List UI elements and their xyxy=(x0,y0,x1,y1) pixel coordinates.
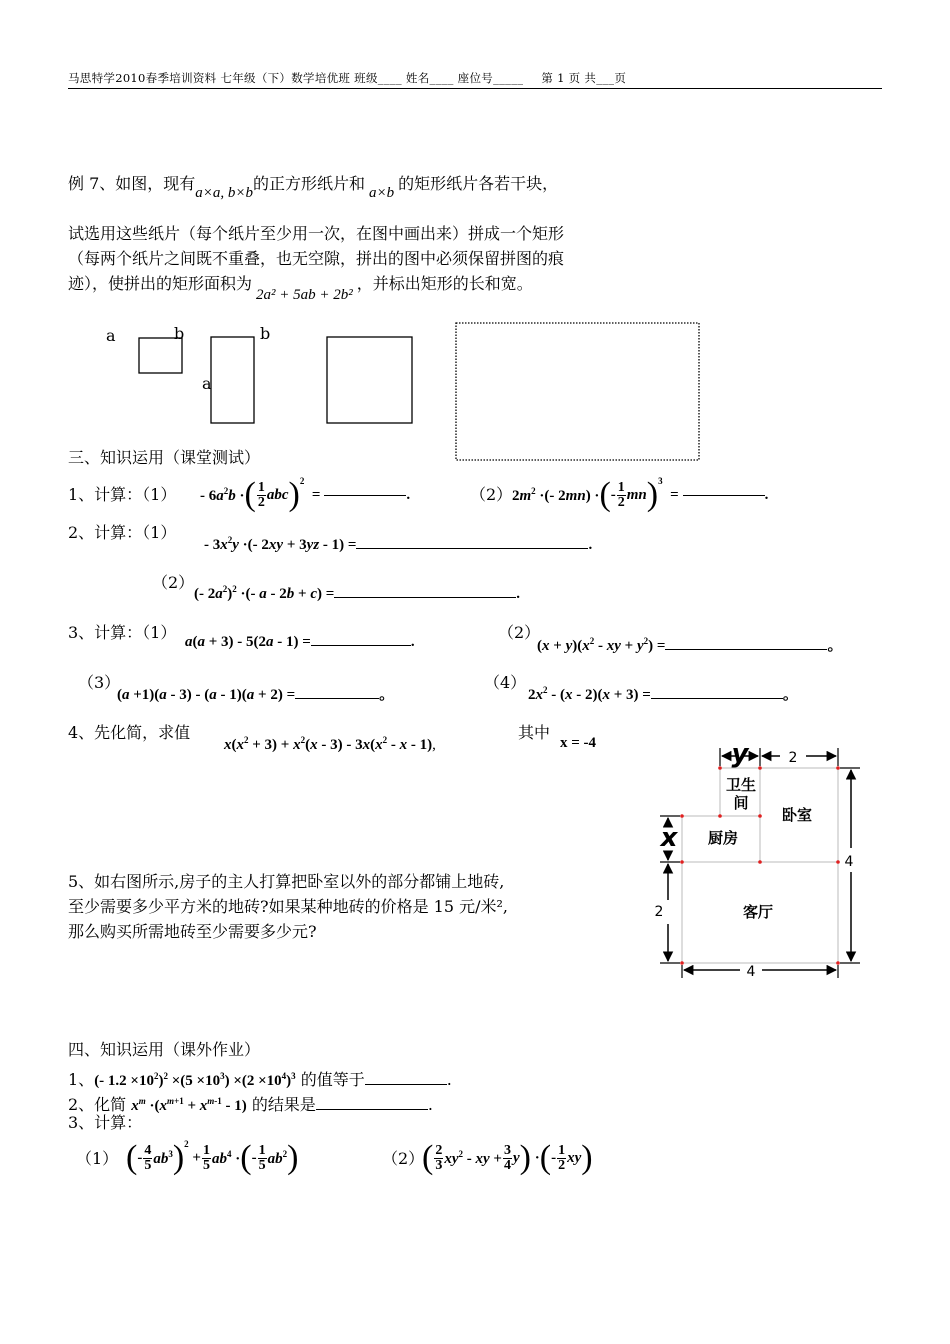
label-b-large-square: b xyxy=(260,324,271,343)
s3-q3-expr4: $2x^2 - (x - 2)(x + 3)$ = 。 xyxy=(528,685,798,703)
s3-q2-expr1: - $3x^2y$ ·(- 2xy + 3yz - 1) = . xyxy=(204,535,593,553)
ex7-math-2: a×b xyxy=(369,185,395,201)
s3-q3-expr3: (a +1)(a - 3) - (a - 1)(a + 2) = 。 xyxy=(117,687,395,703)
room-kitchen: 厨房 xyxy=(707,829,739,847)
s4-q3-part1-label: （1） xyxy=(76,1149,119,1168)
small-square-a xyxy=(139,338,182,373)
s4-q1: 1、(- $1.2 \times 10^2)^2 \times(5 \times 10^3) \times(2 \times 10^4)^3$ 的值等于 . xyxy=(68,1070,452,1089)
s3-q5-line1: 5、如右图所示,房子的主人打算把卧室以外的部分都铺上地砖, xyxy=(68,872,505,891)
s4-q3-part2-label: （2） xyxy=(382,1149,425,1168)
example7-figure xyxy=(0,0,950,470)
s3-q4-condition: x = -4 xyxy=(560,735,597,751)
s4-q1-expr: (- $1.2 \times 10^2)^2 \times(5 \times 10^3) \times(2 \times 10^4)^3$ xyxy=(94,1071,296,1089)
dim-top: 2 xyxy=(788,750,798,766)
s4-q3-label: 3、计算： xyxy=(68,1113,143,1132)
s4-q3-expr1: ( - $\frac{4}{5}$ $ab^3$ ) $^2$ + $\frac{1}{5}$ $ab^4$ · ( - $\frac{1}{5}$ $ab^2$ ) xyxy=(126,1139,299,1176)
room-bathroom-line1: 卫生 xyxy=(725,776,757,794)
s3-q1-expr1: - $6a^2b$ · ( $\frac{1}{2}$ abc ) $^2$ = . xyxy=(200,476,411,513)
ex7-text-3: 的矩形纸片各若干块， xyxy=(398,174,559,193)
section4-title: 四、知识运用（课外作业） xyxy=(68,1040,261,1059)
ex7-math-1: a×a, b×b xyxy=(195,185,254,201)
s3-q3-expr2: $(x + y)(x^2$ - xy + $y^2$) = 。 xyxy=(537,636,843,654)
s4-q1-label: 1、 xyxy=(68,1070,95,1089)
s3-q1-part2-label: （2） xyxy=(470,485,513,504)
large-square-b xyxy=(327,337,412,423)
ex7-line4-b: ，并标出矩形的长和宽。 xyxy=(356,274,533,293)
s3-q3-part4-label: （4） xyxy=(484,673,527,692)
s3-q2-expr2: (- $2a^2)^2$ ·(- a - 2b + c) = . xyxy=(194,584,521,602)
label-a-rect-side: a xyxy=(202,374,212,393)
section3-title: 三、知识运用（课堂测试） xyxy=(68,448,261,467)
s3-q5-line3: 那么购买所需地砖至少需要多少元? xyxy=(68,922,317,941)
ex7-text-1: 例 7、如图，现有 xyxy=(68,174,196,193)
header-page-info: 第 1 页 共___页 xyxy=(541,71,627,85)
s3-q4-where: 其中 xyxy=(518,723,551,742)
s3-q4-label: 4、先化简，求值 xyxy=(68,723,191,742)
rectangle-a-by-b xyxy=(211,337,254,423)
s4-q2-label: 2、化简 xyxy=(68,1095,127,1114)
example7-line3: （每两个纸片之间既不重叠，也无空隙，拼出的图中必须保留拼图的痕 xyxy=(68,249,565,268)
room-bedroom: 卧室 xyxy=(781,806,813,824)
room-bathroom-line2: 间 xyxy=(733,794,749,812)
example7-line2: 试选用这些纸片（每个纸片至少用一次，在图中画出来）拼成一个矩形 xyxy=(68,224,565,243)
s3-q2-part2-label: （2） xyxy=(152,573,195,592)
s3-q4-expr: $x(x^2 + 3) + x^2(x - 3) - 3x(x^2 - x - 1)$, xyxy=(224,735,436,753)
ex7-line4-a: 迹），使拼出的矩形面积为 xyxy=(68,274,253,293)
ex7-text-2: 的正方形纸片和 xyxy=(253,174,366,193)
s3-q1-expr2: $2m^2$ ·(- 2mn) · ( - $\frac{1}{2}$ mn ) $^3$ = . xyxy=(512,476,769,513)
s3-q2-label: 2、计算：（1） xyxy=(68,523,177,542)
floor-plan xyxy=(640,735,890,990)
var-y-label: y xyxy=(731,739,749,769)
drawing-area-box[interactable] xyxy=(456,323,699,460)
s4-q2: 2、化简 $x^m \cdot(x^{m+1} + x^{m-1} - 1)$ 的结果是 . xyxy=(68,1095,433,1114)
s3-q3-part2-label: （2） xyxy=(498,623,541,642)
label-a-small-square: a xyxy=(106,326,116,345)
label-b-rect-top: b xyxy=(174,324,185,343)
dim-bottom: 4 xyxy=(746,964,756,980)
s3-q1-label: 1、计算：（1） xyxy=(68,485,177,504)
s3-q3-expr1: a(a + 3) - 5(2a - 1) = . xyxy=(185,634,415,650)
s3-q3-label: 3、计算：（1） xyxy=(68,623,177,642)
dim-left: 2 xyxy=(654,904,664,920)
s4-q2-suffix: 的结果是 xyxy=(251,1095,316,1114)
dim-right: 4 xyxy=(844,854,854,870)
ex7-area-expr: 2a² + 5ab + 2b² xyxy=(256,287,353,303)
var-x-label: x xyxy=(660,823,678,853)
s3-q3-part3-label: （3） xyxy=(78,673,121,692)
s3-q5-line2: 至少需要多少平方米的地砖?如果某种地砖的价格是 15 元/米², xyxy=(68,897,509,916)
s4-q1-suffix: 的值等于 xyxy=(300,1070,365,1089)
header-text: 马思特学2010春季培训资料 七年级（下）数学培优班 班级____ 姓名____ 座位号_____ xyxy=(68,71,524,85)
s4-q2-expr: $x^m \cdot(x^{m+1} + x^{m-1} - 1)$ xyxy=(131,1096,247,1114)
s4-q3-expr2: ( $\frac{2}{3}$ $xy^2$ - xy + $\frac{3}{4}$ y ) · ( - $\frac{1}{2}$ xy ) xyxy=(422,1139,593,1176)
room-living: 客厅 xyxy=(742,903,774,921)
